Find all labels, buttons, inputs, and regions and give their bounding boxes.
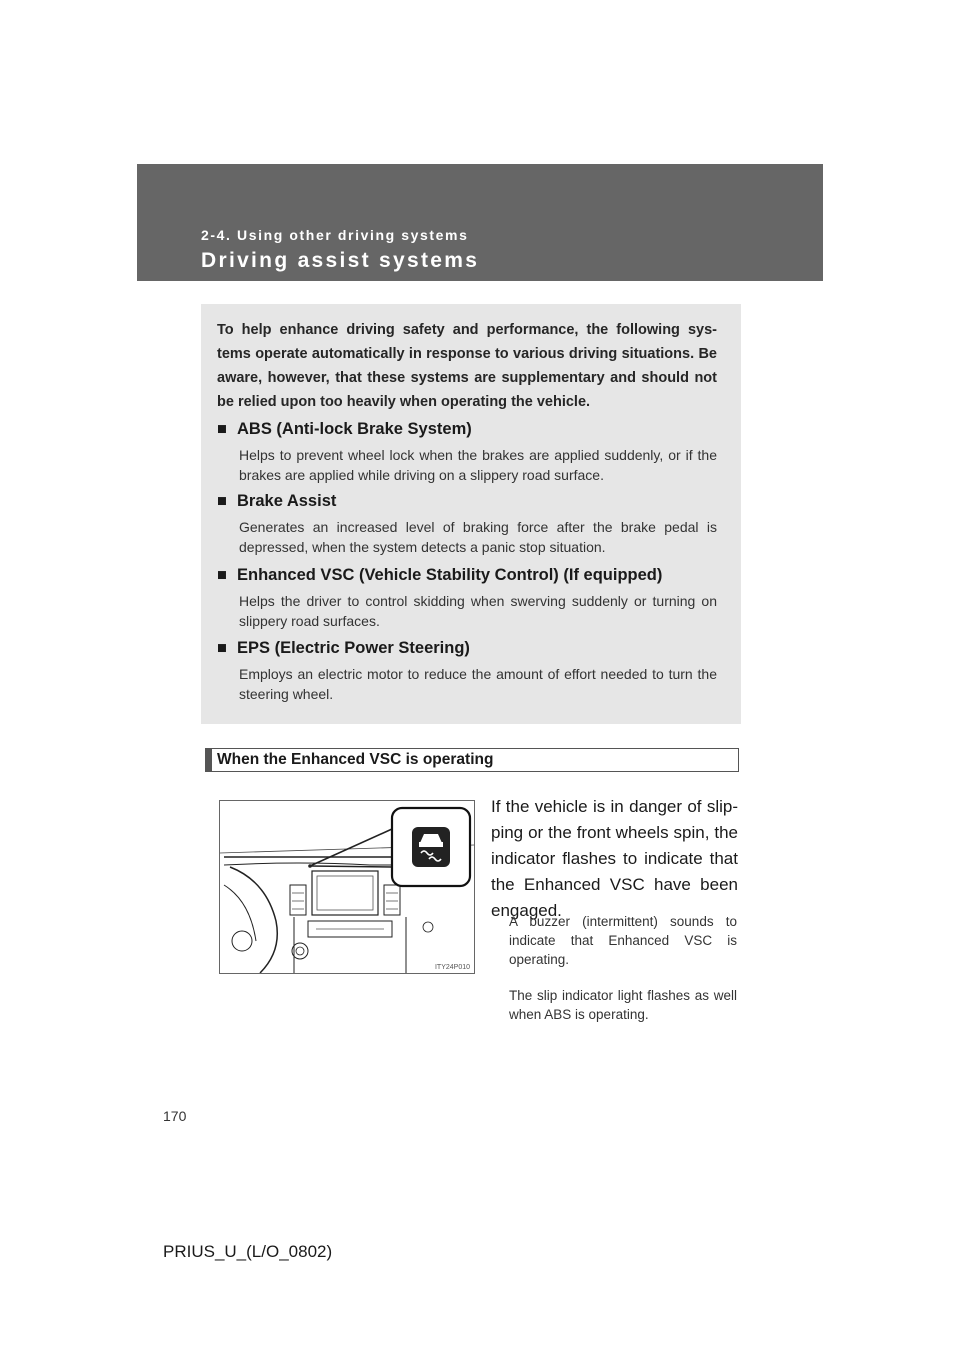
feature-title [217,418,717,440]
feature-enhanced-vsc [217,564,717,631]
bullet-square-icon: ■ [217,420,227,438]
page-number: 170 [163,1108,187,1124]
subsection-heading [205,748,739,772]
feature-description: Helps the driver to control skidding when swerving suddenly or turning on slippery road surfaces. [239,593,717,629]
note-slip-indicator: The slip indicator light flashes as well when ABS is operating. [509,988,737,1022]
page-title: Driving assist systems [201,249,480,272]
feature-description: Helps to prevent wheel lock when the brakes are applied suddenly, or if the brakes are applied while driving on a slippery road surface. [239,447,717,483]
feature-description: Employs an electric motor to reduce the amount of effort needed to turn the steering wheel. [239,666,717,702]
subsection-title: When the Enhanced VSC is operating [217,751,494,768]
feature-title-text: EPS (Electric Power Steering) [237,639,470,657]
figure-code: ITY24P010 [434,964,470,971]
feature-description: Generates an increased level of braking force after the brake pedal is depressed, when the system detects a panic stop situation. [239,519,717,555]
feature-title-text: Enhanced VSC (Vehicle Stability Control) (If equipped) [237,566,663,584]
subsection-body: If the vehicle is in danger of slip- ping or the front wheels spin, the indicator flashes to indicate that the Enhanced VSC have been engaged. [491,797,738,920]
feature-brake-assist [217,490,717,557]
feature-title [217,490,717,512]
dashboard-illustration [219,800,475,974]
subsection-marker [206,749,212,771]
feature-abs [217,418,717,485]
feature-title-text: ABS (Anti-lock Brake System) [237,420,472,438]
bullet-square-icon: ■ [217,492,227,510]
feature-title [217,637,717,659]
feature-eps [217,637,717,704]
section-label: 2-4. Using other driving systems [201,227,469,243]
bullet-square-icon: ■ [217,639,227,657]
note-buzzer: A buzzer (intermittent) sounds to indicate that Enhanced VSC is operating. [509,914,737,967]
dashboard-drawing [220,801,474,973]
document-code: PRIUS_U_(L/O_0802) [163,1242,333,1261]
intro-text: To help enhance driving safety and performance, the following sys- tems operate automatically in response to various driving situations. Be aware, however, that these systems are supplementary and should not be relied upon too heavily when operating the vehicle. [217,322,717,410]
bullet-square-icon: ■ [217,566,227,584]
feature-title [217,564,717,586]
feature-title-text: Brake Assist [237,492,337,510]
